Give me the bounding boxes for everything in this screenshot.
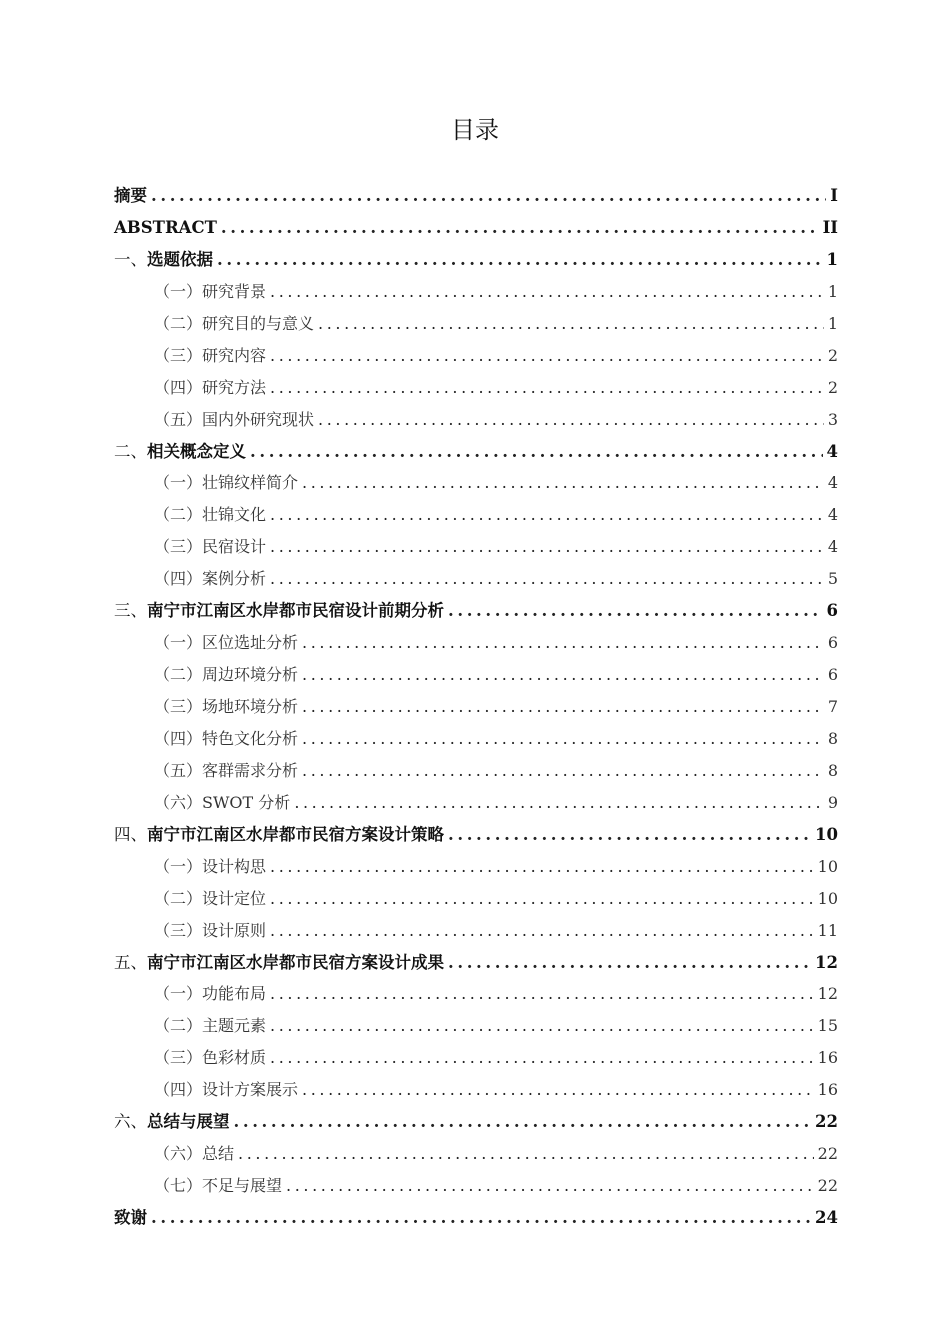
toc-leader-dots bbox=[151, 1202, 811, 1234]
toc-entry-number: （二） bbox=[154, 1016, 203, 1036]
table-of-contents bbox=[114, 180, 838, 1234]
toc-entry-label: 致谢 bbox=[114, 1208, 147, 1227]
toc-entry-label: SWOT 分析 bbox=[202, 792, 291, 812]
toc-section-entry[interactable] bbox=[114, 883, 838, 915]
toc-entry-number: 四、 bbox=[114, 824, 147, 844]
toc-section-entry[interactable] bbox=[114, 627, 838, 659]
toc-leader-dots bbox=[294, 787, 824, 819]
toc-entry-label: 场地环境分析 bbox=[202, 697, 299, 716]
toc-page-number: 22 bbox=[815, 1112, 838, 1132]
toc-entry-label: 壮锦文化 bbox=[202, 505, 267, 525]
toc-section-entry[interactable] bbox=[114, 404, 838, 436]
toc-page-number: 22 bbox=[817, 1144, 838, 1164]
toc-entry-number: 二、 bbox=[114, 441, 147, 461]
toc-leader-dots bbox=[270, 499, 824, 531]
page-title: 目录 bbox=[451, 116, 499, 144]
toc-leader-dots bbox=[302, 755, 824, 787]
toc-page-number: 16 bbox=[817, 1048, 838, 1068]
toc-entry-label: 特色文化分析 bbox=[202, 728, 299, 748]
toc-leader-dots bbox=[302, 723, 824, 755]
toc-entry-number: （一） bbox=[154, 856, 203, 876]
toc-section-entry[interactable] bbox=[114, 308, 838, 340]
toc-chapter-entry[interactable] bbox=[114, 947, 838, 979]
toc-leader-dots bbox=[270, 883, 814, 915]
toc-entry-number: （三） bbox=[154, 345, 203, 365]
toc-page-number: 12 bbox=[815, 952, 838, 972]
toc-leader-dots bbox=[217, 244, 823, 276]
toc-page-number: 1 bbox=[827, 313, 838, 333]
toc-page-number: 15 bbox=[817, 1016, 838, 1036]
toc-chapter-entry[interactable] bbox=[114, 1202, 838, 1234]
toc-page-number: 7 bbox=[827, 697, 838, 716]
toc-entry-label: 总结 bbox=[202, 1144, 235, 1164]
toc-leader-dots bbox=[318, 308, 824, 340]
toc-section-entry[interactable] bbox=[114, 531, 838, 563]
toc-entry-label: 周边环境分析 bbox=[202, 665, 299, 685]
toc-entry-number: 六、 bbox=[114, 1112, 147, 1132]
toc-leader-dots bbox=[302, 691, 824, 723]
toc-entry-label: 国内外研究现状 bbox=[202, 409, 315, 429]
toc-entry-label: 色彩材质 bbox=[202, 1048, 267, 1068]
toc-chapter-entry[interactable] bbox=[114, 244, 838, 276]
toc-section-entry[interactable] bbox=[114, 723, 838, 755]
toc-entry-number: （二） bbox=[154, 505, 203, 525]
toc-section-entry[interactable] bbox=[114, 1042, 838, 1074]
toc-leader-dots bbox=[448, 595, 823, 627]
toc-chapter-entry[interactable] bbox=[114, 595, 838, 627]
toc-leader-dots bbox=[270, 372, 824, 404]
toc-entry-label: 南宁市江南区水岸都市民宿方案设计成果 bbox=[147, 952, 444, 972]
toc-leader-dots bbox=[270, 276, 824, 308]
toc-leader-dots bbox=[302, 627, 824, 659]
toc-entry-label: 客群需求分析 bbox=[202, 760, 299, 780]
toc-section-entry[interactable] bbox=[114, 467, 838, 499]
toc-entry-label: 功能布局 bbox=[202, 984, 267, 1004]
toc-page-number: 4 bbox=[827, 537, 838, 557]
toc-page-number: 24 bbox=[815, 1208, 838, 1227]
toc-leader-dots bbox=[151, 180, 826, 212]
toc-entry-label: 选题依据 bbox=[147, 249, 213, 269]
toc-page-number: 12 bbox=[817, 984, 838, 1004]
toc-leader-dots bbox=[250, 436, 823, 468]
toc-chapter-entry[interactable] bbox=[114, 180, 838, 212]
toc-leader-dots bbox=[448, 947, 811, 979]
toc-entry-number: （五） bbox=[154, 760, 203, 780]
toc-entry-number: （三） bbox=[154, 697, 203, 716]
toc-entry-number: （五） bbox=[154, 409, 203, 429]
toc-leader-dots bbox=[270, 978, 814, 1010]
toc-leader-dots bbox=[302, 467, 824, 499]
toc-page-number: I bbox=[830, 186, 838, 205]
toc-section-entry[interactable] bbox=[114, 340, 838, 372]
toc-leader-dots bbox=[302, 1074, 814, 1106]
toc-entry-number: （四） bbox=[154, 728, 203, 748]
toc-entry-number: （三） bbox=[154, 537, 203, 557]
toc-entry-number: （四） bbox=[154, 569, 203, 589]
toc-section-entry[interactable] bbox=[114, 851, 838, 883]
toc-page-number: II bbox=[822, 217, 838, 237]
toc-leader-dots bbox=[286, 1170, 814, 1202]
toc-page-number: 2 bbox=[827, 377, 838, 397]
toc-entry-number: （一） bbox=[154, 633, 203, 653]
toc-page-number: 8 bbox=[827, 728, 838, 748]
toc-entry-label: 研究目的与意义 bbox=[202, 313, 315, 333]
toc-entry-number: 三、 bbox=[114, 601, 147, 621]
toc-entry-label: 总结与展望 bbox=[147, 1112, 230, 1132]
toc-leader-dots bbox=[270, 915, 814, 947]
toc-page-number: 4 bbox=[826, 441, 838, 461]
toc-leader-dots bbox=[238, 1138, 814, 1170]
toc-entry-label: 研究背景 bbox=[202, 281, 267, 301]
toc-page-number: 1 bbox=[827, 281, 838, 301]
toc-entry-label: 相关概念定义 bbox=[147, 441, 246, 461]
toc-entry-number: （一） bbox=[154, 473, 203, 493]
toc-leader-dots bbox=[234, 1106, 812, 1138]
toc-entry-label: 民宿设计 bbox=[202, 537, 267, 557]
toc-entry-number: （六） bbox=[154, 1144, 203, 1164]
toc-entry-label: 设计方案展示 bbox=[202, 1080, 299, 1100]
toc-page-number: 1 bbox=[826, 249, 838, 269]
toc-entry-label: 摘要 bbox=[114, 186, 147, 205]
toc-section-entry[interactable] bbox=[114, 755, 838, 787]
toc-entry-label: 不足与展望 bbox=[202, 1176, 283, 1196]
toc-entry-label: 案例分析 bbox=[202, 569, 267, 589]
toc-page-number: 11 bbox=[817, 920, 838, 940]
toc-entry-label: 研究方法 bbox=[202, 377, 267, 397]
toc-chapter-entry[interactable] bbox=[114, 212, 838, 244]
toc-section-entry[interactable] bbox=[114, 276, 838, 308]
toc-section-entry[interactable] bbox=[114, 499, 838, 531]
toc-section-entry[interactable] bbox=[114, 1074, 838, 1106]
toc-leader-dots bbox=[270, 1042, 814, 1074]
toc-chapter-entry[interactable] bbox=[114, 1106, 838, 1138]
toc-leader-dots bbox=[448, 819, 811, 851]
toc-entry-number: （二） bbox=[154, 313, 203, 333]
toc-section-entry[interactable] bbox=[114, 915, 838, 947]
toc-entry-number: 一、 bbox=[114, 249, 147, 269]
toc-entry-number: （三） bbox=[154, 920, 203, 940]
toc-entry-label: 壮锦纹样简介 bbox=[202, 473, 299, 493]
toc-page-number: 6 bbox=[826, 601, 838, 621]
toc-page-number: 9 bbox=[827, 792, 838, 812]
toc-section-entry[interactable] bbox=[114, 691, 838, 723]
toc-section-entry[interactable] bbox=[114, 1138, 838, 1170]
toc-leader-dots bbox=[302, 659, 824, 691]
toc-entry-label: 设计原则 bbox=[202, 920, 267, 940]
toc-entry-label: 设计定位 bbox=[202, 888, 267, 908]
toc-entry-number: （二） bbox=[154, 888, 203, 908]
toc-page-number: 10 bbox=[817, 888, 838, 908]
toc-leader-dots bbox=[270, 531, 824, 563]
toc-entry-label: 区位选址分析 bbox=[202, 633, 299, 653]
toc-leader-dots bbox=[270, 1010, 814, 1042]
toc-entry-number: 五、 bbox=[114, 952, 147, 972]
toc-entry-number: （一） bbox=[154, 984, 203, 1004]
toc-entry-number: （三） bbox=[154, 1048, 203, 1068]
toc-entry-number: （四） bbox=[154, 1080, 203, 1100]
toc-leader-dots bbox=[270, 340, 824, 372]
toc-leader-dots bbox=[270, 563, 824, 595]
toc-entry-label: 南宁市江南区水岸都市民宿设计前期分析 bbox=[147, 601, 444, 621]
toc-page-number: 10 bbox=[815, 824, 838, 844]
toc-entry-label: ABSTRACT bbox=[114, 217, 217, 237]
toc-page-number: 8 bbox=[827, 760, 838, 780]
toc-page-number: 3 bbox=[827, 409, 838, 429]
toc-section-entry[interactable] bbox=[114, 1170, 838, 1202]
toc-page-number: 4 bbox=[827, 505, 838, 525]
toc-section-entry[interactable] bbox=[114, 787, 838, 819]
toc-entry-label: 主题元素 bbox=[202, 1016, 267, 1036]
toc-entry-number: （一） bbox=[154, 281, 203, 301]
toc-page-number: 5 bbox=[827, 569, 838, 589]
toc-chapter-entry[interactable] bbox=[114, 436, 838, 468]
toc-entry-label: 研究内容 bbox=[202, 345, 267, 365]
toc-chapter-entry[interactable] bbox=[114, 819, 838, 851]
toc-entry-label: 设计构思 bbox=[202, 856, 267, 876]
toc-entry-label: 南宁市江南区水岸都市民宿方案设计策略 bbox=[147, 824, 444, 844]
toc-page-number: 10 bbox=[817, 856, 838, 876]
toc-page-number: 6 bbox=[827, 633, 838, 653]
toc-entry-number: （六） bbox=[154, 792, 203, 812]
toc-page-number: 2 bbox=[827, 345, 838, 365]
toc-page-number: 16 bbox=[817, 1080, 838, 1100]
toc-page-number: 22 bbox=[817, 1176, 838, 1196]
toc-section-entry[interactable] bbox=[114, 1010, 838, 1042]
toc-section-entry[interactable] bbox=[114, 563, 838, 595]
toc-section-entry[interactable] bbox=[114, 978, 838, 1010]
toc-leader-dots bbox=[221, 212, 819, 244]
toc-section-entry[interactable] bbox=[114, 372, 838, 404]
toc-page-number: 6 bbox=[827, 665, 838, 685]
toc-leader-dots bbox=[270, 851, 814, 883]
toc-section-entry[interactable] bbox=[114, 659, 838, 691]
toc-entry-number: （七） bbox=[154, 1176, 203, 1196]
toc-leader-dots bbox=[318, 404, 824, 436]
toc-entry-number: （四） bbox=[154, 377, 203, 397]
toc-page-number: 4 bbox=[827, 473, 838, 493]
toc-entry-number: （二） bbox=[154, 665, 203, 685]
